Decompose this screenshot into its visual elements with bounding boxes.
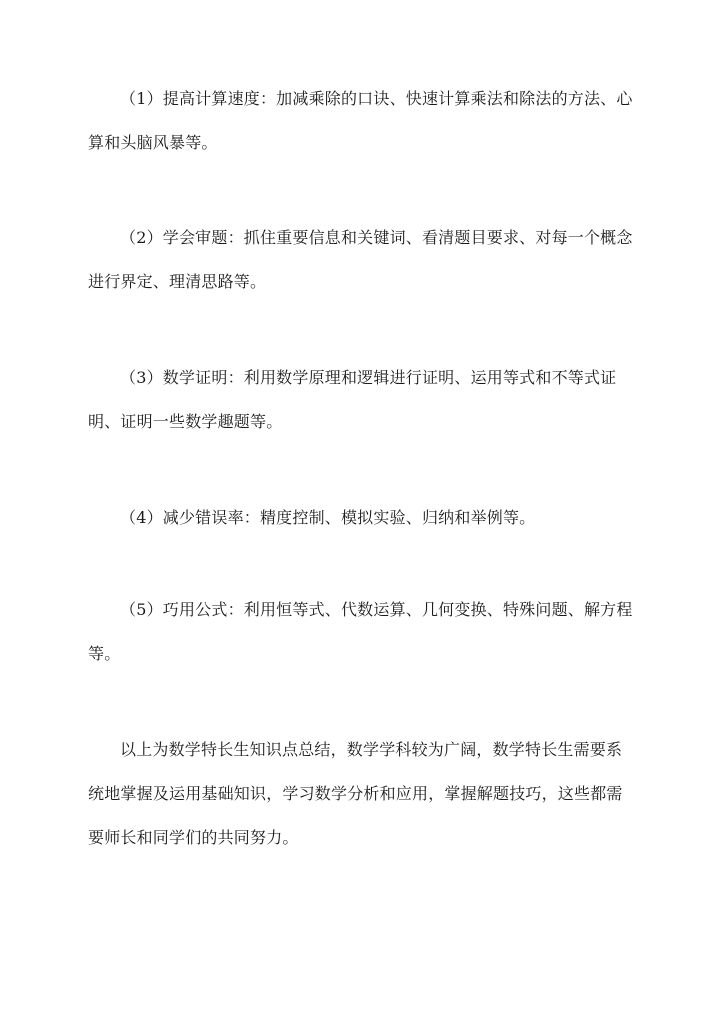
paragraph-use-formulas: （5）巧用公式：利用恒等式、代数运算、几何变换、特殊问题、解方程等。 — [88, 600, 633, 663]
paragraph-calculation-speed: （1）提高计算速度：加减乘除的口诀、快速计算乘法和除法的方法、心算和头脑风暴等。 — [88, 89, 633, 152]
paragraph-summary: 以上为数学特长生知识点总结，数学学科较为广阔，数学特长生需要系统地掌握及运用基础知识，学习数学分析和应用，掌握解题技巧，这些都需要师长和同学们的共同努力。 — [88, 740, 623, 847]
paragraph-reduce-errors: （4）减少错误率：精度控制、模拟实验、归纳和举例等。 — [120, 508, 536, 527]
paragraph-math-proof: （3）数学证明：利用数学原理和逻辑进行证明、运用等式和不等式证明、证明一些数学趣题等。 — [88, 368, 617, 431]
paragraph-reading-questions: （2）学会审题：抓住重要信息和关键词、看清题目要求、对每一个概念进行界定、理清思路等。 — [88, 228, 633, 291]
